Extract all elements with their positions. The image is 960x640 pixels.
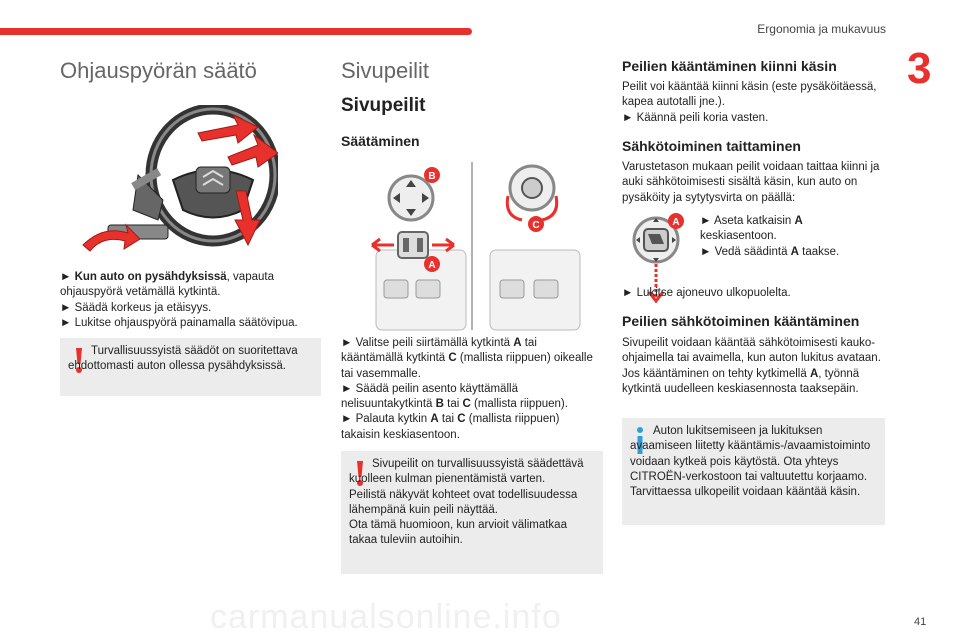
fig-label-c: C (532, 220, 540, 231)
col2-title: Sivupeilit (341, 58, 430, 83)
col2-step1: ► Valitse peili siirtämällä kytkintä A tai kääntämällä kytkintä C (mallista riippuen) oikealle tai vasemmalle. (341, 337, 593, 380)
col3-info-p1: Auton lukitsemiseen ja lukituksen avaamiseen liitetty kääntämis-/avaamistoiminto voidaan kytkeä pois käytöstä. Ota yhteys CITROËN-verkostoon tai valtuutettu korjaamo. (630, 425, 871, 483)
col1-warning-box (60, 338, 321, 396)
col2-step2: ► Säädä peilin asento käyttämällä nelisuuntakytkintä B tai C (mallista riippuen). (341, 382, 568, 411)
chapter-number: 3 (907, 44, 932, 93)
col2-warning-p2: Peilistä näkyvät kohteet ovat todellisuudessa lähempänä kuin peili näyttää. (349, 488, 578, 516)
col1-step1: ► Kun auto on pysähdyksissä, vapauta ohjauspyörä vetämällä kytkintä. (60, 271, 274, 299)
col3-sec1-step: ► Käännä peili koria vasten. (622, 111, 769, 124)
col1-step2: ► Säädä korkeus ja etäisyys. (60, 301, 212, 314)
fig-label-a2: A (672, 217, 680, 228)
col3-sec3-body: Sivupeilit voidaan kääntää sähkötoimisesti kauko-ohjaimella tai avaimella, kun auton lukitus avataan. Jos kääntäminen on tehty kytkimellä A, työnnä kytkintä uudelleen keskiasennosta taaksepäin. (622, 337, 881, 395)
col2-step3: ► Palauta kytkin A tai C (mallista riippuen) takaisin keskiasentoon. (341, 413, 560, 441)
col2-warning-p3: Ota tämä huomioon, kun arvioit välimatkaa takaa tuleviin autoihin. (349, 519, 567, 547)
col3-info-box (622, 418, 885, 525)
col1-title: Ohjauspyörän säätö (60, 58, 257, 83)
col1-warning-text: Turvallisuussyistä säädöt on suoritettava ehdottomasti auton ollessa pysähdyksissä. (68, 345, 298, 373)
chapter-title: Ergonomia ja mukavuus (757, 22, 886, 36)
col3-sec2-step1: ► Aseta katkaisin A keskiasentoon. (700, 215, 803, 243)
col2-warning-box (341, 451, 603, 574)
col2-warning-p1: Sivupeilit on turvallisuussyistä säädettävä kuolleen kulman pienentämistä varten. (349, 458, 584, 486)
col3-info-p2: Tarvittaessa ulkopeilit voidaan kääntää käsin. (630, 486, 861, 499)
header-accent-bar (0, 28, 472, 35)
steering-wheel-illustration (78, 105, 278, 255)
mirror-controls-illustration (364, 158, 584, 333)
watermark: carmanualsonline.info (210, 598, 562, 636)
col2-subtitle: Sivupeilit (341, 95, 426, 116)
page-number: 41 (914, 616, 927, 628)
col3-sec2-body: Varustetason mukaan peilit voidaan taittaa kiinni ja auki sähkötoimisesti sisältä käsin, kun auto on pysäköity ja sytytysvirta on päällä: (622, 161, 880, 204)
col3-sec1-title: Peilien kääntäminen kiinni käsin (622, 58, 837, 74)
col3-sec2-step2: ► Vedä säädintä A taakse. (700, 245, 840, 258)
col3-sec3-title: Peilien sähkötoiminen kääntäminen (622, 313, 860, 329)
fig-label-b: B (428, 171, 436, 182)
col3-sec2-title: Sähkötoiminen taittaminen (622, 138, 801, 154)
fig-label-a: A (428, 260, 436, 271)
col2-steps (341, 336, 599, 443)
col1-step3: ► Lukitse ohjauspyörä painamalla säätövipua. (60, 316, 298, 329)
col3-sec1-body: Peilit voi kääntää kiinni käsin (este pysäköitäessä, kapea autotalli jne.). (622, 81, 877, 109)
col2-section-title: Säätäminen (341, 133, 420, 149)
col3-sec2-step3: ► Lukitse ajoneuvo ulkopuolelta. (622, 287, 791, 299)
